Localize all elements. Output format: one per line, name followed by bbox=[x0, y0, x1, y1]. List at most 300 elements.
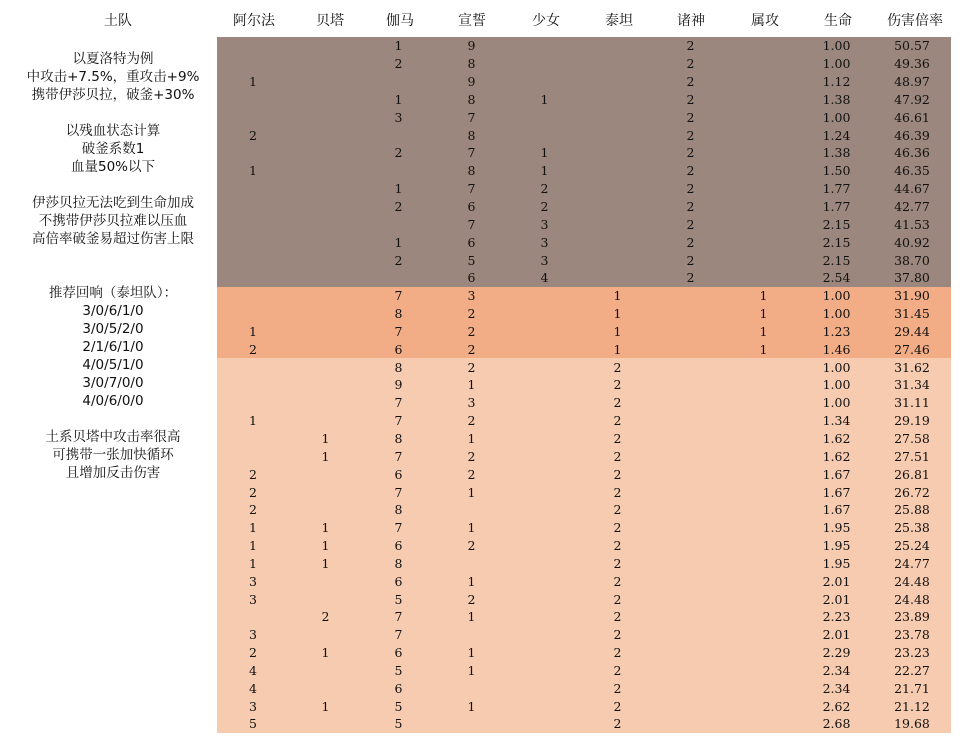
cell-damage-multiplier: 24.48 bbox=[873, 572, 951, 590]
table-row bbox=[217, 626, 951, 644]
table-row bbox=[217, 91, 951, 109]
cell-oath: 5 bbox=[435, 251, 508, 269]
table-row bbox=[217, 447, 951, 465]
table-row bbox=[217, 180, 951, 198]
cell-maiden bbox=[508, 644, 581, 662]
cell-gods: 2 bbox=[654, 55, 727, 73]
cell-oath: 8 bbox=[435, 162, 508, 180]
cell-alpha bbox=[217, 180, 289, 198]
note-line: 2/1/6/1/0 bbox=[82, 339, 144, 355]
cell-maiden: 2 bbox=[508, 180, 581, 198]
cell-damage-multiplier: 46.61 bbox=[873, 108, 951, 126]
cell-hp: 2.15 bbox=[800, 251, 873, 269]
cell-element-attack bbox=[727, 447, 800, 465]
cell-gamma: 7 bbox=[362, 447, 435, 465]
table-row bbox=[217, 126, 951, 144]
table-row bbox=[217, 198, 951, 216]
cell-maiden bbox=[508, 537, 581, 555]
cell-titan bbox=[581, 180, 654, 198]
note-line: 3/0/6/1/0 bbox=[82, 303, 144, 319]
cell-titan bbox=[581, 215, 654, 233]
cell-beta bbox=[289, 412, 362, 430]
cell-hp: 2.15 bbox=[800, 215, 873, 233]
cell-gods bbox=[654, 287, 727, 305]
cell-damage-multiplier: 31.11 bbox=[873, 394, 951, 412]
cell-beta bbox=[289, 269, 362, 287]
cell-damage-multiplier: 21.71 bbox=[873, 679, 951, 697]
cell-gamma: 6 bbox=[362, 679, 435, 697]
cell-gods: 2 bbox=[654, 233, 727, 251]
cell-maiden bbox=[508, 37, 581, 55]
note-line bbox=[8, 248, 218, 266]
cell-element-attack bbox=[727, 358, 800, 376]
table-row bbox=[217, 519, 951, 537]
cell-titan: 2 bbox=[581, 358, 654, 376]
cell-element-attack bbox=[727, 679, 800, 697]
cell-beta bbox=[289, 715, 362, 733]
cell-titan: 2 bbox=[581, 537, 654, 555]
cell-beta bbox=[289, 287, 362, 305]
notes-panel bbox=[8, 50, 218, 482]
table-row bbox=[217, 73, 951, 91]
cell-hp: 1.00 bbox=[800, 55, 873, 73]
cell-alpha bbox=[217, 447, 289, 465]
cell-titan: 2 bbox=[581, 519, 654, 537]
cell-hp: 1.62 bbox=[800, 430, 873, 448]
cell-gods bbox=[654, 572, 727, 590]
table-row bbox=[217, 608, 951, 626]
cell-beta: 1 bbox=[289, 697, 362, 715]
cell-damage-multiplier: 21.12 bbox=[873, 697, 951, 715]
cell-alpha: 1 bbox=[217, 73, 289, 91]
cell-damage-multiplier: 26.81 bbox=[873, 465, 951, 483]
cell-alpha: 2 bbox=[217, 340, 289, 358]
cell-titan: 2 bbox=[581, 447, 654, 465]
cell-beta bbox=[289, 215, 362, 233]
col-header-element-attack: 属攻 bbox=[751, 13, 779, 29]
table-row bbox=[217, 662, 951, 680]
cell-gods bbox=[654, 447, 727, 465]
table-row bbox=[217, 55, 951, 73]
cell-oath: 8 bbox=[435, 55, 508, 73]
note-line: 且增加反击伤害 bbox=[65, 465, 161, 481]
table-row bbox=[217, 233, 951, 251]
cell-gods bbox=[654, 554, 727, 572]
cell-gamma: 8 bbox=[362, 430, 435, 448]
cell-element-attack bbox=[727, 180, 800, 198]
table-row bbox=[217, 572, 951, 590]
note-line: 推荐回响（泰坦队）： bbox=[48, 285, 178, 301]
cell-element-attack bbox=[727, 215, 800, 233]
cell-oath: 2 bbox=[435, 305, 508, 323]
cell-beta bbox=[289, 662, 362, 680]
cell-hp: 1.50 bbox=[800, 162, 873, 180]
note-line: 携带伊莎贝拉，破釜+30% bbox=[31, 87, 195, 103]
cell-alpha bbox=[217, 376, 289, 394]
cell-element-attack bbox=[727, 662, 800, 680]
cell-alpha bbox=[217, 305, 289, 323]
cell-gods: 2 bbox=[654, 108, 727, 126]
cell-gamma: 6 bbox=[362, 644, 435, 662]
note-line: 3/0/7/0/0 bbox=[82, 375, 144, 391]
cell-titan: 2 bbox=[581, 572, 654, 590]
cell-hp: 2.23 bbox=[800, 608, 873, 626]
cell-titan: 2 bbox=[581, 554, 654, 572]
cell-hp: 1.46 bbox=[800, 340, 873, 358]
cell-titan: 1 bbox=[581, 340, 654, 358]
col-header-hp: 生命 bbox=[824, 13, 852, 29]
cell-alpha bbox=[217, 287, 289, 305]
cell-oath: 7 bbox=[435, 215, 508, 233]
note-line: 可携带一张加快循环 bbox=[52, 447, 174, 463]
table-row bbox=[217, 305, 951, 323]
table-row bbox=[217, 590, 951, 608]
cell-maiden bbox=[508, 501, 581, 519]
cell-gods: 2 bbox=[654, 269, 727, 287]
cell-hp: 1.95 bbox=[800, 554, 873, 572]
cell-element-attack bbox=[727, 715, 800, 733]
cell-alpha: 2 bbox=[217, 483, 289, 501]
cell-oath bbox=[435, 679, 508, 697]
cell-alpha bbox=[217, 91, 289, 109]
cell-gamma: 8 bbox=[362, 501, 435, 519]
cell-titan: 2 bbox=[581, 430, 654, 448]
cell-beta bbox=[289, 91, 362, 109]
table-row bbox=[217, 679, 951, 697]
note-line: 高倍率破釜易超过伤害上限 bbox=[32, 231, 194, 247]
note-line bbox=[8, 410, 218, 428]
cell-maiden: 3 bbox=[508, 251, 581, 269]
cell-damage-multiplier: 27.58 bbox=[873, 430, 951, 448]
col-header-gamma: 伽马 bbox=[386, 13, 414, 29]
cell-hp: 1.00 bbox=[800, 358, 873, 376]
cell-maiden bbox=[508, 412, 581, 430]
cell-damage-multiplier: 42.77 bbox=[873, 198, 951, 216]
cell-hp: 2.29 bbox=[800, 644, 873, 662]
cell-alpha: 1 bbox=[217, 554, 289, 572]
cell-beta bbox=[289, 198, 362, 216]
table-row bbox=[217, 715, 951, 733]
cell-beta: 2 bbox=[289, 608, 362, 626]
cell-damage-multiplier: 49.36 bbox=[873, 55, 951, 73]
cell-gods bbox=[654, 644, 727, 662]
cell-damage-multiplier: 48.97 bbox=[873, 73, 951, 91]
table-row bbox=[217, 358, 951, 376]
table-row bbox=[217, 37, 951, 55]
cell-hp: 1.62 bbox=[800, 447, 873, 465]
cell-element-attack bbox=[727, 55, 800, 73]
table-row bbox=[217, 108, 951, 126]
cell-titan: 2 bbox=[581, 501, 654, 519]
table-row bbox=[217, 287, 951, 305]
cell-element-attack bbox=[727, 501, 800, 519]
cell-alpha bbox=[217, 37, 289, 55]
cell-oath: 7 bbox=[435, 180, 508, 198]
cell-gods bbox=[654, 679, 727, 697]
cell-alpha: 5 bbox=[217, 715, 289, 733]
cell-gamma: 3 bbox=[362, 108, 435, 126]
cell-maiden bbox=[508, 108, 581, 126]
table-row bbox=[217, 215, 951, 233]
cell-gods bbox=[654, 412, 727, 430]
cell-gods bbox=[654, 537, 727, 555]
cell-gamma: 2 bbox=[362, 55, 435, 73]
cell-gamma: 7 bbox=[362, 626, 435, 644]
cell-damage-multiplier: 23.23 bbox=[873, 644, 951, 662]
cell-element-attack: 1 bbox=[727, 323, 800, 341]
table-row bbox=[217, 697, 951, 715]
cell-beta bbox=[289, 340, 362, 358]
cell-gamma: 7 bbox=[362, 323, 435, 341]
table-row bbox=[217, 269, 951, 287]
cell-hp: 1.67 bbox=[800, 501, 873, 519]
cell-maiden bbox=[508, 697, 581, 715]
cell-beta bbox=[289, 305, 362, 323]
cell-gamma: 1 bbox=[362, 91, 435, 109]
cell-hp: 1.38 bbox=[800, 91, 873, 109]
cell-element-attack bbox=[727, 144, 800, 162]
cell-gamma: 5 bbox=[362, 662, 435, 680]
cell-alpha bbox=[217, 55, 289, 73]
note-line bbox=[8, 104, 218, 122]
cell-hp: 2.01 bbox=[800, 626, 873, 644]
cell-hp: 1.67 bbox=[800, 483, 873, 501]
cell-oath: 2 bbox=[435, 590, 508, 608]
cell-gods bbox=[654, 305, 727, 323]
cell-damage-multiplier: 26.72 bbox=[873, 483, 951, 501]
col-header-alpha: 阿尔法 bbox=[233, 13, 275, 29]
cell-titan bbox=[581, 91, 654, 109]
cell-element-attack bbox=[727, 697, 800, 715]
note-line: 以残血状态计算 bbox=[65, 123, 161, 139]
cell-oath: 6 bbox=[435, 233, 508, 251]
note-line: 破釜系数1 bbox=[81, 141, 145, 157]
cell-titan bbox=[581, 269, 654, 287]
cell-gods bbox=[654, 590, 727, 608]
cell-titan bbox=[581, 126, 654, 144]
cell-element-attack bbox=[727, 91, 800, 109]
cell-beta bbox=[289, 73, 362, 91]
cell-alpha: 2 bbox=[217, 644, 289, 662]
cell-beta bbox=[289, 144, 362, 162]
cell-gods bbox=[654, 483, 727, 501]
cell-hp: 2.15 bbox=[800, 233, 873, 251]
cell-beta bbox=[289, 126, 362, 144]
cell-damage-multiplier: 27.51 bbox=[873, 447, 951, 465]
cell-oath: 1 bbox=[435, 483, 508, 501]
table-row bbox=[217, 144, 951, 162]
note-line: 血量50%以下 bbox=[70, 159, 155, 175]
cell-damage-multiplier: 24.48 bbox=[873, 590, 951, 608]
cell-damage-multiplier: 38.70 bbox=[873, 251, 951, 269]
cell-damage-multiplier: 25.38 bbox=[873, 519, 951, 537]
cell-damage-multiplier: 24.77 bbox=[873, 554, 951, 572]
cell-element-attack bbox=[727, 126, 800, 144]
cell-oath: 7 bbox=[435, 108, 508, 126]
cell-titan bbox=[581, 251, 654, 269]
cell-alpha: 2 bbox=[217, 465, 289, 483]
cell-gamma bbox=[362, 126, 435, 144]
cell-alpha bbox=[217, 233, 289, 251]
cell-damage-multiplier: 23.89 bbox=[873, 608, 951, 626]
note-line bbox=[8, 176, 218, 194]
cell-maiden bbox=[508, 305, 581, 323]
table-row bbox=[217, 465, 951, 483]
cell-titan bbox=[581, 198, 654, 216]
cell-maiden bbox=[508, 340, 581, 358]
cell-oath: 3 bbox=[435, 287, 508, 305]
cell-hp: 1.67 bbox=[800, 465, 873, 483]
note-line: 4/0/6/0/0 bbox=[82, 393, 144, 409]
cell-titan: 2 bbox=[581, 715, 654, 733]
cell-gamma: 2 bbox=[362, 144, 435, 162]
cell-alpha: 3 bbox=[217, 626, 289, 644]
cell-alpha: 3 bbox=[217, 590, 289, 608]
cell-gods: 2 bbox=[654, 37, 727, 55]
cell-beta bbox=[289, 323, 362, 341]
cell-oath bbox=[435, 554, 508, 572]
cell-oath: 1 bbox=[435, 430, 508, 448]
cell-hp: 1.00 bbox=[800, 305, 873, 323]
cell-maiden bbox=[508, 323, 581, 341]
cell-alpha: 1 bbox=[217, 519, 289, 537]
cell-maiden: 3 bbox=[508, 233, 581, 251]
cell-maiden bbox=[508, 287, 581, 305]
cell-gods bbox=[654, 501, 727, 519]
note-line: 不携带伊莎贝拉难以压血 bbox=[38, 213, 188, 229]
table-row bbox=[217, 501, 951, 519]
cell-hp: 1.00 bbox=[800, 108, 873, 126]
cell-damage-multiplier: 40.92 bbox=[873, 233, 951, 251]
cell-alpha: 3 bbox=[217, 697, 289, 715]
cell-titan: 2 bbox=[581, 679, 654, 697]
cell-damage-multiplier: 31.34 bbox=[873, 376, 951, 394]
cell-gamma: 7 bbox=[362, 483, 435, 501]
cell-gods bbox=[654, 430, 727, 448]
cell-gamma: 6 bbox=[362, 572, 435, 590]
cell-gods bbox=[654, 323, 727, 341]
cell-element-attack bbox=[727, 198, 800, 216]
cell-gamma: 5 bbox=[362, 590, 435, 608]
col-header-damage-multiplier: 伤害倍率 bbox=[887, 13, 943, 29]
cell-maiden bbox=[508, 126, 581, 144]
table-row bbox=[217, 537, 951, 555]
cell-gamma: 6 bbox=[362, 340, 435, 358]
cell-maiden bbox=[508, 679, 581, 697]
cell-beta bbox=[289, 358, 362, 376]
cell-titan: 2 bbox=[581, 608, 654, 626]
cell-alpha: 1 bbox=[217, 323, 289, 341]
cell-maiden: 1 bbox=[508, 144, 581, 162]
cell-maiden bbox=[508, 358, 581, 376]
cell-gamma: 6 bbox=[362, 537, 435, 555]
cell-element-attack bbox=[727, 376, 800, 394]
cell-alpha: 4 bbox=[217, 679, 289, 697]
cell-gods bbox=[654, 376, 727, 394]
cell-hp: 1.24 bbox=[800, 126, 873, 144]
cell-gamma: 1 bbox=[362, 180, 435, 198]
cell-hp: 1.95 bbox=[800, 537, 873, 555]
cell-element-attack bbox=[727, 483, 800, 501]
table-row bbox=[217, 483, 951, 501]
cell-maiden bbox=[508, 626, 581, 644]
cell-oath: 1 bbox=[435, 662, 508, 680]
note-line: 中攻击+7.5%，重攻击+9% bbox=[26, 69, 200, 85]
cell-alpha: 3 bbox=[217, 572, 289, 590]
cell-alpha: 1 bbox=[217, 412, 289, 430]
cell-gamma: 7 bbox=[362, 519, 435, 537]
cell-beta bbox=[289, 162, 362, 180]
table-row bbox=[217, 554, 951, 572]
cell-gods: 2 bbox=[654, 215, 727, 233]
cell-damage-multiplier: 31.90 bbox=[873, 287, 951, 305]
cell-oath: 1 bbox=[435, 572, 508, 590]
cell-alpha: 2 bbox=[217, 501, 289, 519]
cell-alpha: 1 bbox=[217, 537, 289, 555]
cell-damage-multiplier: 47.92 bbox=[873, 91, 951, 109]
table-row bbox=[217, 323, 951, 341]
cell-titan: 2 bbox=[581, 412, 654, 430]
cell-oath: 3 bbox=[435, 394, 508, 412]
cell-gods bbox=[654, 715, 727, 733]
cell-alpha bbox=[217, 394, 289, 412]
cell-alpha: 4 bbox=[217, 662, 289, 680]
cell-element-attack bbox=[727, 162, 800, 180]
cell-maiden: 3 bbox=[508, 215, 581, 233]
cell-gamma: 8 bbox=[362, 358, 435, 376]
cell-alpha: 2 bbox=[217, 126, 289, 144]
cell-element-attack bbox=[727, 465, 800, 483]
cell-beta bbox=[289, 37, 362, 55]
cell-titan bbox=[581, 55, 654, 73]
cell-alpha bbox=[217, 269, 289, 287]
cell-maiden bbox=[508, 608, 581, 626]
cell-beta: 1 bbox=[289, 430, 362, 448]
cell-element-attack bbox=[727, 519, 800, 537]
cell-oath: 8 bbox=[435, 91, 508, 109]
cell-oath: 2 bbox=[435, 447, 508, 465]
cell-alpha bbox=[217, 251, 289, 269]
cell-gamma: 2 bbox=[362, 251, 435, 269]
cell-beta: 1 bbox=[289, 519, 362, 537]
cell-hp: 1.77 bbox=[800, 180, 873, 198]
cell-gods: 2 bbox=[654, 126, 727, 144]
cell-maiden bbox=[508, 572, 581, 590]
cell-gamma: 8 bbox=[362, 554, 435, 572]
cell-oath: 1 bbox=[435, 519, 508, 537]
cell-damage-multiplier: 29.44 bbox=[873, 323, 951, 341]
cell-gods bbox=[654, 340, 727, 358]
cell-alpha bbox=[217, 608, 289, 626]
note-line: 3/0/5/2/0 bbox=[82, 321, 144, 337]
cell-damage-multiplier: 22.27 bbox=[873, 662, 951, 680]
table-row bbox=[217, 162, 951, 180]
cell-hp: 2.01 bbox=[800, 572, 873, 590]
table-row bbox=[217, 340, 951, 358]
cell-hp: 1.38 bbox=[800, 144, 873, 162]
table-row bbox=[217, 430, 951, 448]
cell-maiden: 1 bbox=[508, 91, 581, 109]
cell-beta bbox=[289, 590, 362, 608]
cell-hp: 1.00 bbox=[800, 376, 873, 394]
cell-maiden bbox=[508, 554, 581, 572]
cell-oath: 2 bbox=[435, 340, 508, 358]
cell-alpha bbox=[217, 358, 289, 376]
cell-alpha bbox=[217, 144, 289, 162]
cell-beta bbox=[289, 626, 362, 644]
cell-beta: 1 bbox=[289, 537, 362, 555]
cell-beta bbox=[289, 465, 362, 483]
